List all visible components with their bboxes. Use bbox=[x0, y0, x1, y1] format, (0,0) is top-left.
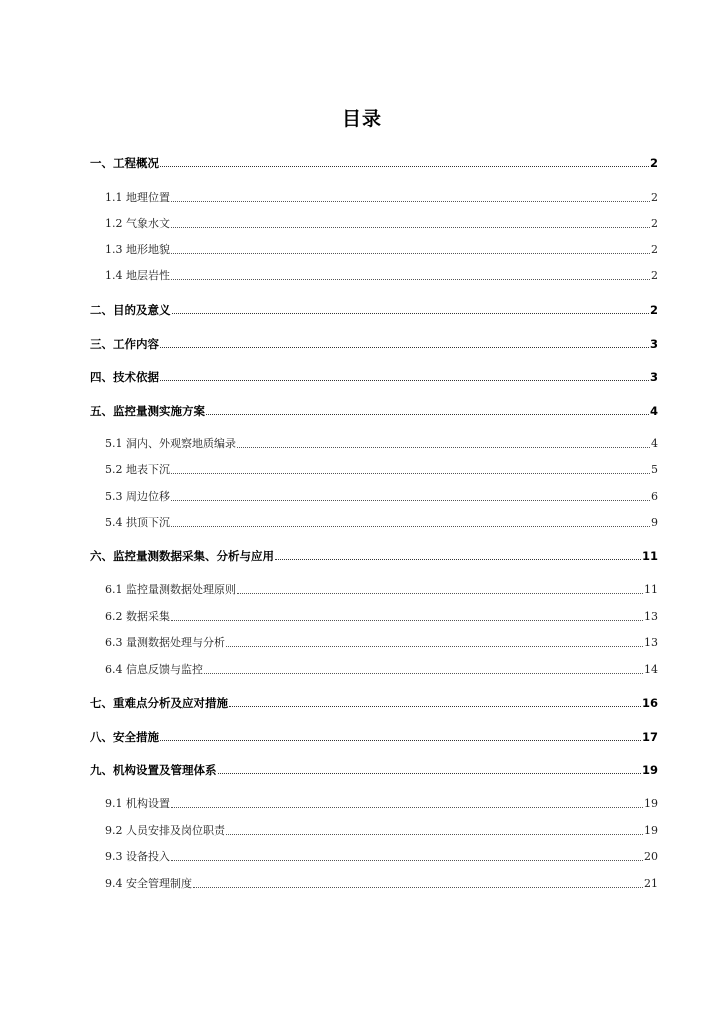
toc-entry-label: 5.2 地表下沉 bbox=[105, 463, 170, 476]
toc-entry-section[interactable] bbox=[105, 662, 658, 678]
toc-entry-section[interactable] bbox=[105, 489, 658, 505]
toc-entry-chapter[interactable] bbox=[90, 695, 658, 711]
toc-entry-chapter[interactable] bbox=[90, 369, 658, 385]
toc-entry-chapter[interactable] bbox=[90, 302, 658, 318]
toc-entry-page-number: 13 bbox=[644, 636, 658, 649]
toc-entry-chapter[interactable] bbox=[90, 762, 658, 778]
toc-entry-section[interactable] bbox=[105, 582, 658, 598]
dot-leader bbox=[171, 473, 650, 474]
toc-entry-section[interactable] bbox=[105, 216, 658, 232]
toc-entry-label: 一、工程概况 bbox=[90, 156, 159, 170]
toc-entry-page-number: 16 bbox=[641, 696, 658, 710]
toc-entry-page-number: 21 bbox=[644, 877, 658, 890]
toc-entry-label: 9.2 人员安排及岗位职责 bbox=[105, 824, 225, 837]
toc-entry-page-number: 2 bbox=[649, 156, 658, 170]
dot-leader bbox=[218, 773, 641, 774]
toc-entry-label: 九、机构设置及管理体系 bbox=[90, 763, 217, 777]
dot-leader bbox=[171, 253, 650, 254]
toc-entry-label: 七、重难点分析及应对措施 bbox=[90, 696, 228, 710]
toc-entry-label: 9.1 机构设置 bbox=[105, 797, 170, 810]
toc-title: 目录 bbox=[341, 108, 382, 130]
toc-entry-label: 6.1 监控量测数据处理原则 bbox=[105, 583, 236, 596]
toc-entry-page-number: 17 bbox=[641, 730, 658, 744]
toc-entry-page-number: 2 bbox=[651, 243, 658, 256]
toc-entry-page-number: 2 bbox=[651, 269, 658, 282]
dot-leader bbox=[160, 166, 649, 167]
dot-leader bbox=[237, 593, 643, 594]
toc-entry-label: 1.1 地理位置 bbox=[105, 191, 170, 204]
toc-entry-chapter[interactable] bbox=[90, 336, 658, 352]
dot-leader bbox=[171, 526, 650, 527]
toc-entry-label: 1.2 气象水文 bbox=[105, 217, 170, 230]
toc-entry-section[interactable] bbox=[105, 462, 658, 478]
dot-leader bbox=[160, 380, 649, 381]
toc-entry-page-number: 5 bbox=[651, 463, 658, 476]
toc-entry-label: 5.4 拱顶下沉 bbox=[105, 516, 170, 529]
toc-entry-page-number: 6 bbox=[651, 490, 658, 503]
toc-entry-page-number: 14 bbox=[644, 663, 658, 676]
toc-entry-section[interactable] bbox=[105, 268, 658, 284]
toc-entry-label: 六、监控量测数据采集、分析与应用 bbox=[90, 549, 274, 563]
toc-entry-label: 二、目的及意义 bbox=[90, 303, 171, 317]
toc-entry-label: 9.3 设备投入 bbox=[105, 850, 170, 863]
toc-entry-label: 1.4 地层岩性 bbox=[105, 269, 170, 282]
dot-leader bbox=[171, 620, 643, 621]
dot-leader bbox=[226, 834, 643, 835]
dot-leader bbox=[171, 807, 643, 808]
toc-entry-section[interactable] bbox=[105, 515, 658, 531]
toc-entry-label: 6.4 信息反馈与监控 bbox=[105, 663, 203, 676]
toc-entry-section[interactable] bbox=[105, 796, 658, 812]
dot-leader bbox=[193, 887, 643, 888]
toc-entry-chapter[interactable] bbox=[90, 548, 658, 564]
dot-leader bbox=[171, 279, 650, 280]
toc-entry-label: 四、技术依据 bbox=[90, 370, 159, 384]
toc-entry-label: 5.1 洞内、外观察地质编录 bbox=[105, 437, 236, 450]
toc-entry-label: 9.4 安全管理制度 bbox=[105, 877, 192, 890]
toc-entry-label: 1.3 地形地貌 bbox=[105, 243, 170, 256]
dot-leader bbox=[204, 673, 643, 674]
toc-entry-section[interactable] bbox=[105, 635, 658, 651]
dot-leader bbox=[171, 227, 650, 228]
toc-entry-chapter[interactable] bbox=[90, 403, 658, 419]
toc-entry-label: 三、工作内容 bbox=[90, 337, 159, 351]
toc-entry-page-number: 19 bbox=[644, 797, 658, 810]
dot-leader bbox=[171, 500, 650, 501]
toc-entry-label: 八、安全措施 bbox=[90, 730, 159, 744]
toc-entry-page-number: 2 bbox=[649, 303, 658, 317]
dot-leader bbox=[160, 740, 641, 741]
toc-entry-page-number: 20 bbox=[644, 850, 658, 863]
dot-leader bbox=[171, 201, 650, 202]
toc-entry-section[interactable] bbox=[105, 876, 658, 892]
toc-entry-page-number: 19 bbox=[644, 824, 658, 837]
toc-entry-section[interactable] bbox=[105, 823, 658, 839]
toc-entry-page-number: 2 bbox=[651, 191, 658, 204]
toc-entry-section[interactable] bbox=[105, 609, 658, 625]
toc-entry-page-number: 3 bbox=[649, 370, 658, 384]
toc-entry-label: 5.3 周边位移 bbox=[105, 490, 170, 503]
dot-leader bbox=[229, 706, 641, 707]
toc-entry-section[interactable] bbox=[105, 242, 658, 258]
toc-entry-chapter[interactable] bbox=[90, 729, 658, 745]
toc-entry-page-number: 3 bbox=[649, 337, 658, 351]
toc-entry-page-number: 2 bbox=[651, 217, 658, 230]
dot-leader bbox=[172, 313, 649, 314]
toc-entry-page-number: 9 bbox=[651, 516, 658, 529]
toc-entry-section[interactable] bbox=[105, 849, 658, 865]
toc-entry-page-number: 19 bbox=[641, 763, 658, 777]
dot-leader bbox=[160, 347, 649, 348]
toc-entry-page-number: 13 bbox=[644, 610, 658, 623]
toc-entry-section[interactable] bbox=[105, 436, 658, 452]
toc-entry-label: 6.2 数据采集 bbox=[105, 610, 170, 623]
dot-leader bbox=[237, 447, 650, 448]
toc-entry-chapter[interactable] bbox=[90, 155, 658, 171]
dot-leader bbox=[171, 860, 643, 861]
toc-entry-page-number: 4 bbox=[651, 437, 658, 450]
toc-entry-label: 五、监控量测实施方案 bbox=[90, 404, 205, 418]
toc-entry-section[interactable] bbox=[105, 190, 658, 206]
dot-leader bbox=[226, 646, 643, 647]
toc-entry-page-number: 11 bbox=[641, 549, 658, 563]
toc-entry-page-number: 11 bbox=[644, 583, 658, 596]
dot-leader bbox=[275, 559, 641, 560]
dot-leader bbox=[206, 414, 649, 415]
toc-entry-label: 6.3 量测数据处理与分析 bbox=[105, 636, 225, 649]
toc-entry-page-number: 4 bbox=[649, 404, 658, 418]
